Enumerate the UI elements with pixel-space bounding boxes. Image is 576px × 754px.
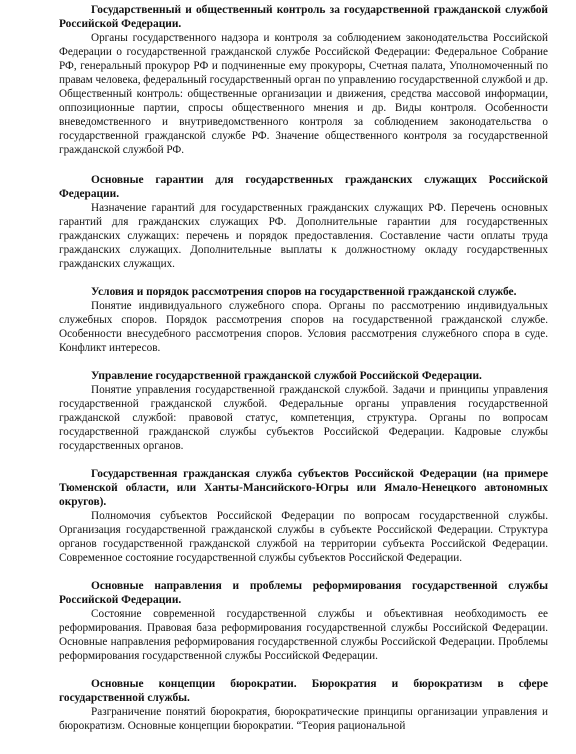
- section-heading: Основные гарантии для государственных гражданских служащих Российской Федерации.: [59, 174, 548, 200]
- section-body: Понятие индивидуального служебного спора. Органы по рассмотрению индивидуальных служебных споров. Порядок рассмотрения споров на государственной гражданской службе. Особенности внесудебного рассмотрения споров. Условия рассмотрения служебного спора в суде. Конфликт интересов.: [59, 300, 548, 354]
- section-heading: Государственный и общественный контроль за государственной гражданской службой Российской Федерации.: [59, 4, 548, 30]
- section-body: Состояние современной государственной службы и объективная необходимость ее реформирования. Правовая база реформирования государственной службы Российской Федерации. Основные направления реформирования государственной службы Российской Федерации. Проблемы реформирования государственной службы Российской Федерации.: [59, 608, 548, 662]
- section-heading: Государственная гражданская служба субъектов Российской Федерации (на примере Тюменской области, или Ханты-Мансийского-Югры или Ямало-Ненецкого автономных округов).: [59, 468, 548, 508]
- section-heading: Основные направления и проблемы реформирования государственной службы Российской Федерации.: [59, 580, 548, 606]
- section-dispute-resolution: [59, 285, 548, 355]
- section-reform-directions: [59, 579, 548, 663]
- section-basic-guarantees: [59, 173, 548, 271]
- section-body: Понятие управления государственной гражданской службой. Задачи и принципы управления государственной гражданской службой. Федеральные органы управления государственной гражданской службой: правовой статус, компетенция, структура. Органы по вопросам государственной гражданской службы субъектов Российской Федерации. Кадровые службы государственных органов.: [59, 384, 548, 452]
- section-heading: Условия и порядок рассмотрения споров на государственной гражданской службе.: [91, 286, 517, 298]
- section-body: Разграничение понятий бюрократия, бюрократические принципы организации управления и бюрократизм. Основные концепции бюрократии. “Теория рациональной: [59, 706, 548, 732]
- section-body: Назначение гарантий для государственных гражданских служащих РФ. Перечень основных гарантий для гражданских служащих РФ. Дополнительные гарантии для государственных гражданских служащих: перечень и порядок предоставления. Составление части оплаты труда гражданских служащих. Дополнительные выплаты к должностному окладу государственных гражданских служащих.: [59, 202, 548, 270]
- section-service-management: [59, 369, 548, 453]
- section-body: Полномочия субъектов Российской Федерации по вопросам государственной службы. Организация государственной гражданской службы в субъекте Российской Федерации. Структура органов государственной гражданской службой на территории субъекта Российской Федерации. Современное состояние государственной службы субъектов Российской Федерации.: [59, 510, 548, 564]
- section-regional-civil-service: [59, 467, 548, 565]
- section-heading: Управление государственной гражданской службой Российской Федерации.: [91, 370, 482, 382]
- section-heading: Основные концепции бюрократии. Бюрократия и бюрократизм в сфере государственной службы.: [59, 678, 548, 704]
- section-bureaucracy-concepts: [59, 677, 548, 733]
- section-body: Органы государственного надзора и контроля за соблюдением законодательства Российской Федерации о государственной гражданской службе Российской Федерации: Федеральное Собрание РФ, генеральный прокурор РФ и подчиненные ему прокуроры, Счетная палата, Уполномоченный по правам человека, федеральный государственный орган по управлению государственной службой и др. Общественный контроль: общественные организации и движения, средства массовой информации, оппозиционные партии, спросы общественного мнения и др. Виды контроля. Особенности вневедомственного и внутриведомственного контроля за соблюдением законодательства о государственной гражданской службе РФ. Значение общественного контроля за государственной гражданской службой РФ.: [59, 32, 549, 156]
- section-civil-service-control: [59, 3, 548, 157]
